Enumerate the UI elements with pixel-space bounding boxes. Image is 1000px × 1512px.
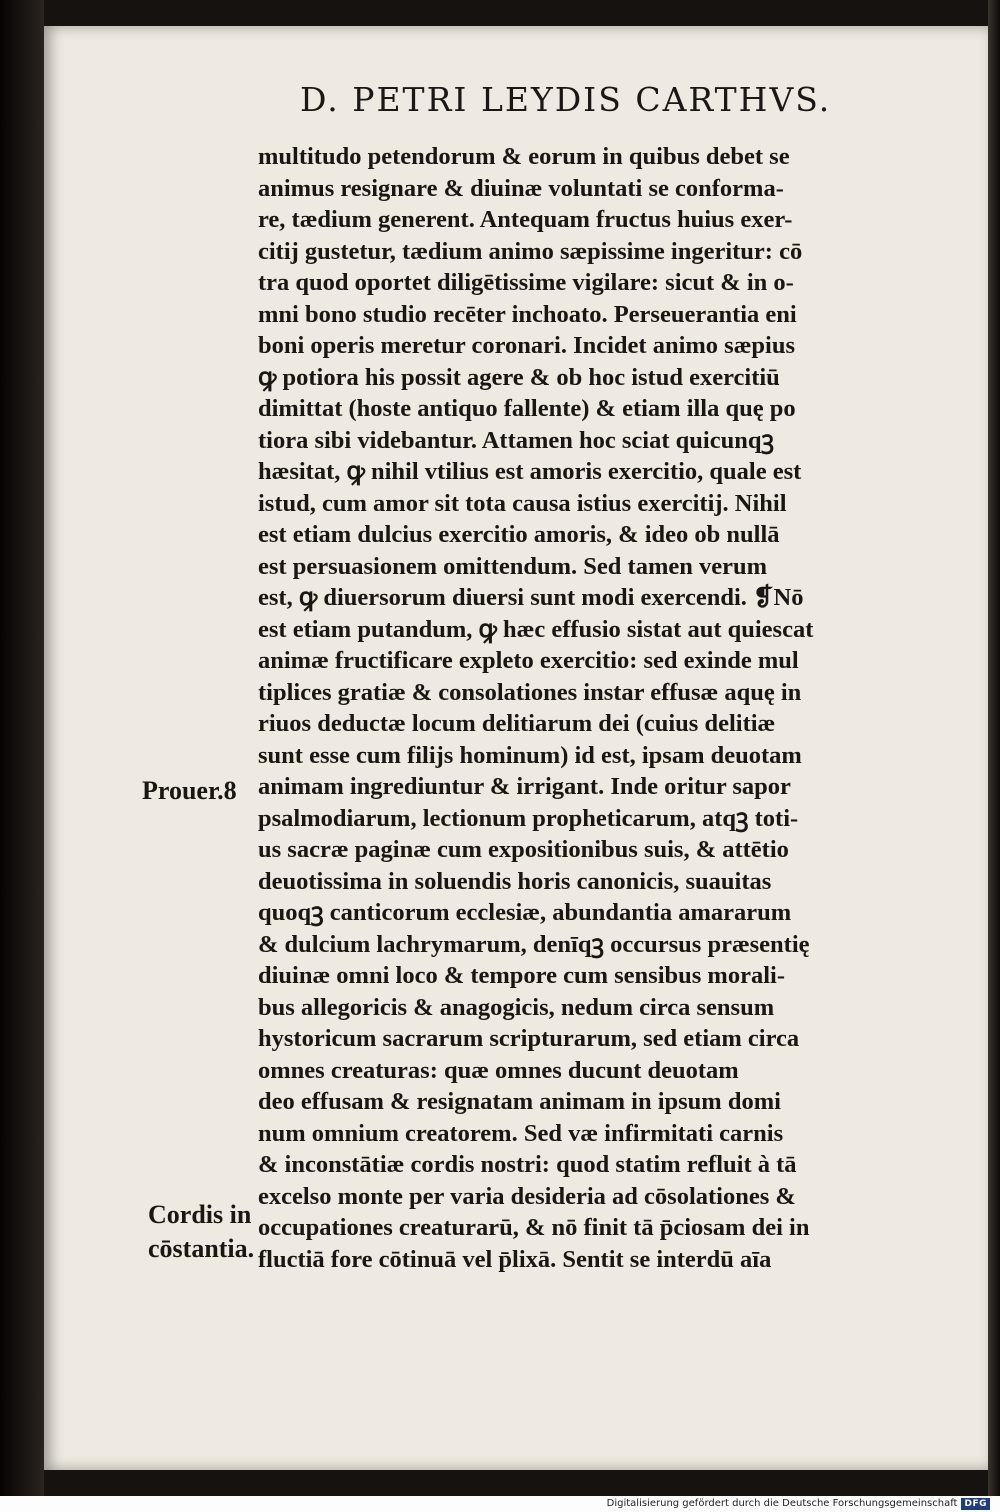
text-line: tiplices gratiæ & consolationes instar effusæ aquę in	[258, 678, 802, 706]
marginal-note-prouer: Prouer.8	[142, 776, 237, 805]
text-line: istud, cum amor sit tota causa istius exercitij. Nihil	[258, 489, 787, 517]
marginal-note-constantia: cōstantia.	[148, 1234, 255, 1263]
footer-credit: Digitalisierung gefördert durch die Deutsche Forschungsgemeinschaft	[606, 1498, 958, 1509]
marginal-note-cordis: Cordis in	[148, 1200, 252, 1229]
text-line: mni bono studio recēter inchoato. Perseuerantia eni	[258, 300, 797, 328]
text-line: tra quod oportet diligētissime vigilare: sicut & in o-	[258, 269, 794, 296]
text-line: & dulcium lachrymarum, denīqꝫ occursus præsentię	[258, 930, 810, 958]
text-line: animus resignare & diuinæ voluntati se conforma-	[258, 174, 784, 202]
running-head: D. PETRI LEYDIS CARTHVS.	[300, 80, 832, 119]
text-line: dimittat (hoste antiquo fallente) & etiam illa quę po	[258, 395, 796, 422]
text-line: est, ꝙ diuersorum diuersi sunt modi exercendi. ❡Nō	[258, 584, 804, 611]
text-line: ꝙ potiora his possit agere & ob hoc istud exercitiū	[258, 363, 780, 391]
text-line: multitudo petendorum & eorum in quibus debet se	[258, 143, 790, 170]
text-line: riuos deductæ locum delitiarum dei (cuius delitiæ	[258, 710, 776, 737]
text-line: est etiam dulcius exercitio amoris, & ideo ob nullā	[258, 521, 780, 548]
text-line: bus allegoricis & anagogicis, nedum circa sensum	[258, 993, 775, 1021]
digitization-footer	[607, 1496, 990, 1511]
text-line: animam ingrediuntur & irrigant. Inde oritur sapor	[258, 773, 791, 800]
text-line: diuinæ omni loco & tempore cum sensibus morali-	[258, 962, 785, 989]
book-spine	[0, 0, 44, 1496]
text-line: us sacræ paginæ cum expositionibus suis, & attētio	[258, 836, 789, 863]
text-line: tiora sibi videbantur. Attamen hoc sciat quicunqꝫ	[258, 426, 774, 454]
text-line: citij gustetur, tædium animo sæpissime ingeritur: cō	[258, 237, 803, 265]
text-line: omnes creaturas: quæ omnes ducunt deuotam	[258, 1056, 739, 1084]
text-line: hystoricum sacrarum scripturarum, sed etiam circa	[258, 1025, 800, 1052]
text-line: occupationes creaturarū, & nō finit tā p̄ciosam dei in	[258, 1214, 810, 1241]
text-line: hæsitat, ꝙ nihil vtilius est amoris exercitio, quale est	[258, 458, 802, 485]
text-line: est persuasionem omittendum. Sed tamen verum	[258, 552, 768, 580]
text-line: psalmodiarum, lectionum propheticarum, atqꝫ toti-	[258, 804, 799, 832]
text-line: re, tædium generent. Antequam fructus huius exer-	[258, 206, 793, 233]
body-text	[258, 141, 968, 1275]
text-line: excelso monte per varia desideria ad cōsolationes &	[258, 1182, 796, 1210]
text-line: fluctiā fore cōtinuā vel p̄lixā. Sentit se interdū aīa	[258, 1245, 772, 1273]
text-line: deo effusam & resignatam animam in ipsum domi	[258, 1088, 781, 1115]
text-line: est etiam putandum, ꝙ hæc effusio sistat aut quiescat	[258, 615, 814, 643]
text-line: quoqꝫ canticorum ecclesiæ, abundantia amararum	[258, 899, 792, 926]
text-line: deuotissima in soluendis horis canonicis, suauitas	[258, 867, 772, 895]
page-edge	[988, 0, 1000, 1496]
text-line: num omnium creatorem. Sed væ infirmitati carnis	[258, 1119, 784, 1147]
text-line: animæ fructificare expleto exercitio: sed exinde mul	[258, 647, 799, 674]
text-line: & inconstātiæ cordis nostri: quod statim refluit à tā	[258, 1151, 797, 1178]
text-line: boni operis meretur coronari. Incidet animo sæpius	[258, 332, 795, 359]
text-line: sunt esse cum filijs hominum) id est, ipsam deuotam	[258, 741, 802, 769]
dfg-logo: DFG	[961, 1498, 990, 1510]
